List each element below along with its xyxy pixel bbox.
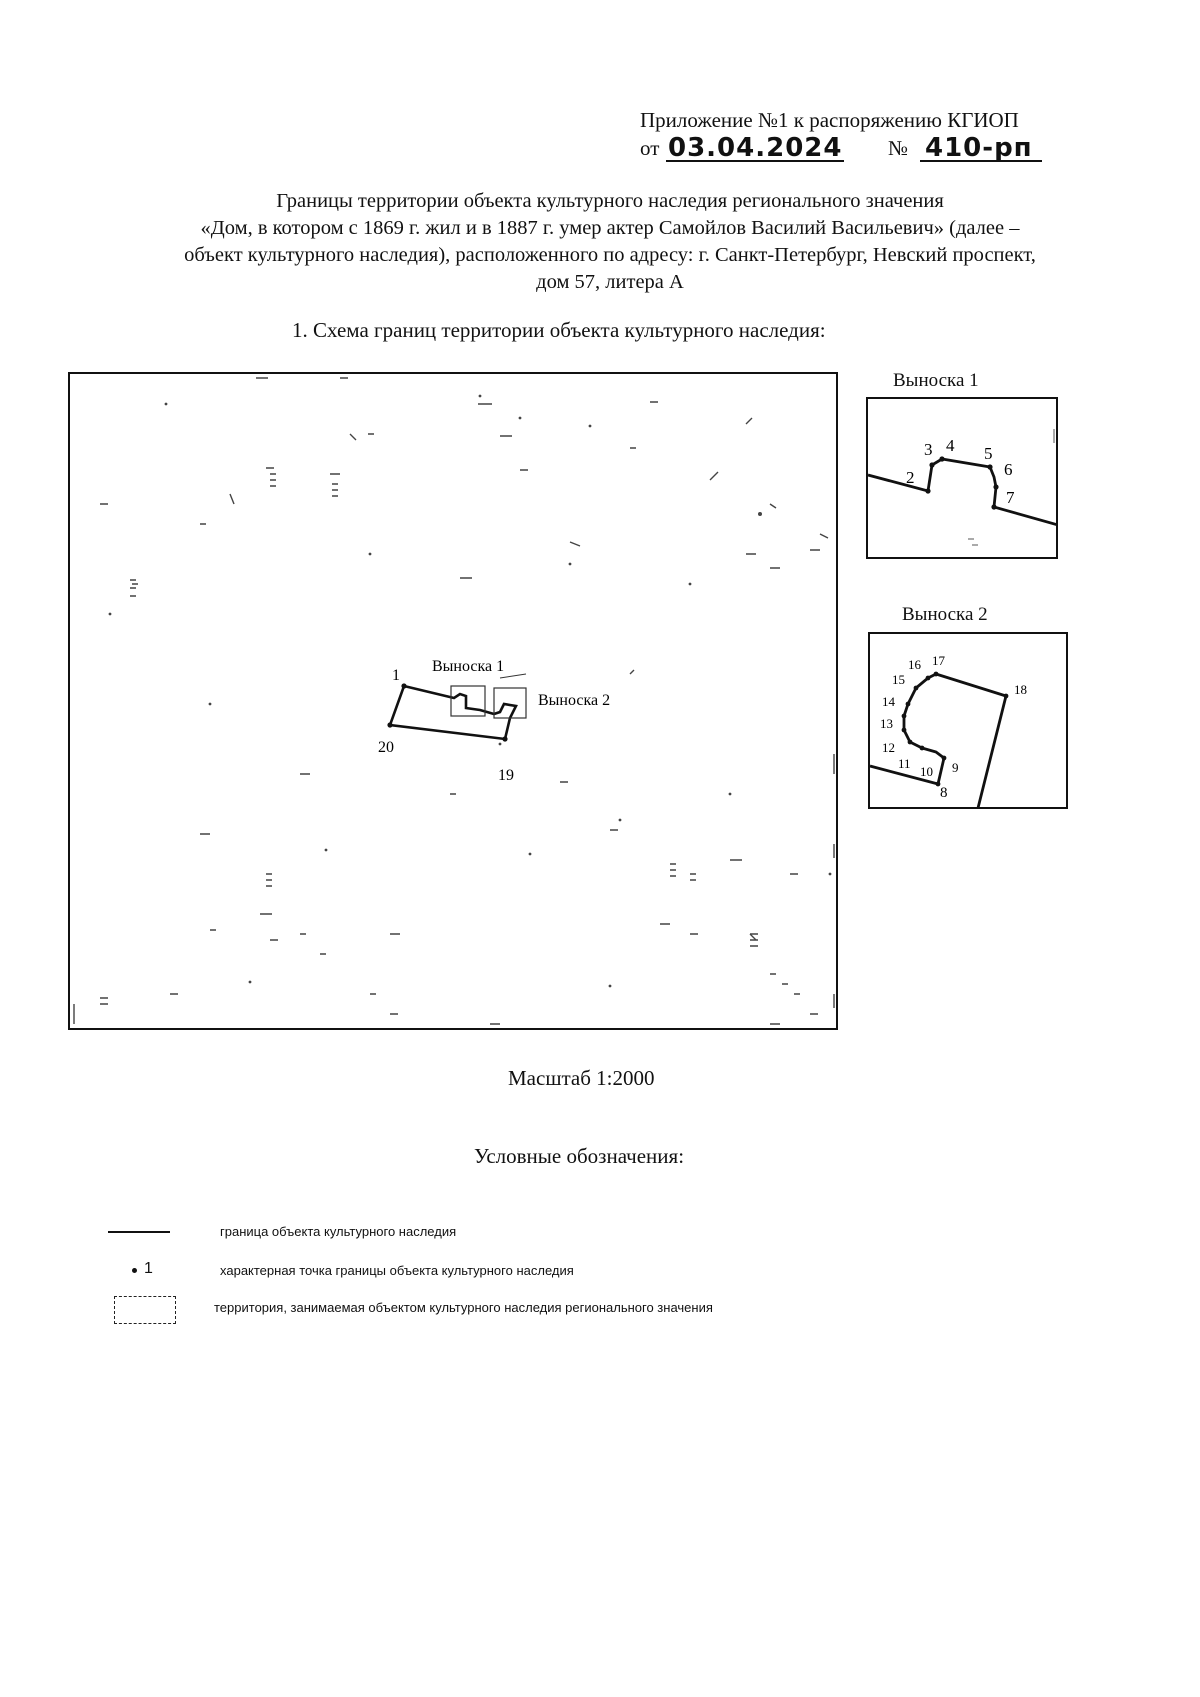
point-label-16: 16 <box>908 657 921 672</box>
number-value: 410-рп <box>925 133 1033 163</box>
date-prefix: от <box>640 136 660 160</box>
point-label-11: 11 <box>898 756 911 771</box>
point-label-9: 9 <box>952 760 959 775</box>
callout1-title: Выноска 1 <box>893 370 979 391</box>
point-label-10: 10 <box>920 764 933 779</box>
callout2-title: Выноска 2 <box>902 604 988 625</box>
boundary-point-1 <box>401 683 406 688</box>
legend-heading: Условные обозначения: <box>474 1144 685 1168</box>
point-label-6: 6 <box>1004 460 1013 479</box>
boundary-line <box>390 686 516 739</box>
point-label-2: 2 <box>906 468 915 487</box>
date-underline <box>666 160 844 162</box>
title-line: объект культурного наследия), расположенного по адресу: г. Санкт-Петербург, Невский проспект, <box>184 244 1036 266</box>
legend-point-dot <box>132 1268 137 1273</box>
point-label-1: 1 <box>392 667 400 684</box>
callout1-canvas <box>868 399 1056 557</box>
point-label-17: 17 <box>932 653 945 668</box>
point-label-13: 13 <box>880 716 893 731</box>
callout2-map <box>868 632 1068 809</box>
scan-noise <box>968 429 1054 545</box>
callout1-marker <box>451 686 485 716</box>
legend-point-number: 1 <box>144 1260 153 1277</box>
legend-line-symbol <box>108 1231 170 1233</box>
legend-item-point: характерная точка границы объекта культурного наследия <box>220 1263 574 1278</box>
date-value: 03.04.2024 <box>668 133 843 163</box>
point-label-14: 14 <box>882 694 895 709</box>
point-label-19: 19 <box>498 767 514 784</box>
point-label-3: 3 <box>924 440 933 459</box>
legend-point-symbol <box>130 1260 160 1280</box>
callout1-boundary <box>868 459 1056 525</box>
section-heading: 1. Схема границ территории объекта культурного наследия: <box>292 318 826 342</box>
main-callout1-label: Выноска 1 <box>432 658 505 675</box>
document-title <box>90 188 1130 296</box>
callout1-map <box>866 397 1058 559</box>
point-label-5: 5 <box>984 444 993 463</box>
main-map-canvas <box>70 374 836 1028</box>
legend-item-boundary: граница объекта культурного наследия <box>220 1224 457 1239</box>
point-label-12: 12 <box>882 740 895 755</box>
point-label-7: 7 <box>1006 488 1015 507</box>
point-label-8: 8 <box>940 785 948 801</box>
title-line: Границы территории объекта культурного наследия регионального значения <box>276 190 944 212</box>
title-line: «Дом, в котором с 1869 г. жил и в 1887 г. умер актер Самойлов Василий Васильевич» (далее – <box>200 217 1020 239</box>
callout2-canvas <box>870 634 1066 807</box>
point-label-18: 18 <box>1014 682 1027 697</box>
title-line: дом 57, литера А <box>536 271 684 293</box>
number-prefix: № <box>888 136 909 160</box>
legend-area-symbol <box>114 1296 176 1324</box>
scan-noise <box>74 378 834 1024</box>
main-map <box>68 372 838 1030</box>
number-underline <box>920 160 1042 162</box>
appendix-line: Приложение №1 к распоряжению КГИОП <box>640 108 1019 132</box>
point-label-15: 15 <box>892 672 905 687</box>
map-scale: Масштаб 1:2000 <box>508 1066 655 1090</box>
boundary-point-19 <box>502 736 507 741</box>
main-callout2-label: Выноска 2 <box>538 692 611 709</box>
point-label-4: 4 <box>946 436 955 455</box>
scan-dots <box>109 395 832 988</box>
legend-item-territory: территория, занимаемая объектом культурного наследия регионального значения <box>214 1300 713 1315</box>
point-label-20: 20 <box>378 739 394 756</box>
boundary-point-20 <box>387 722 392 727</box>
